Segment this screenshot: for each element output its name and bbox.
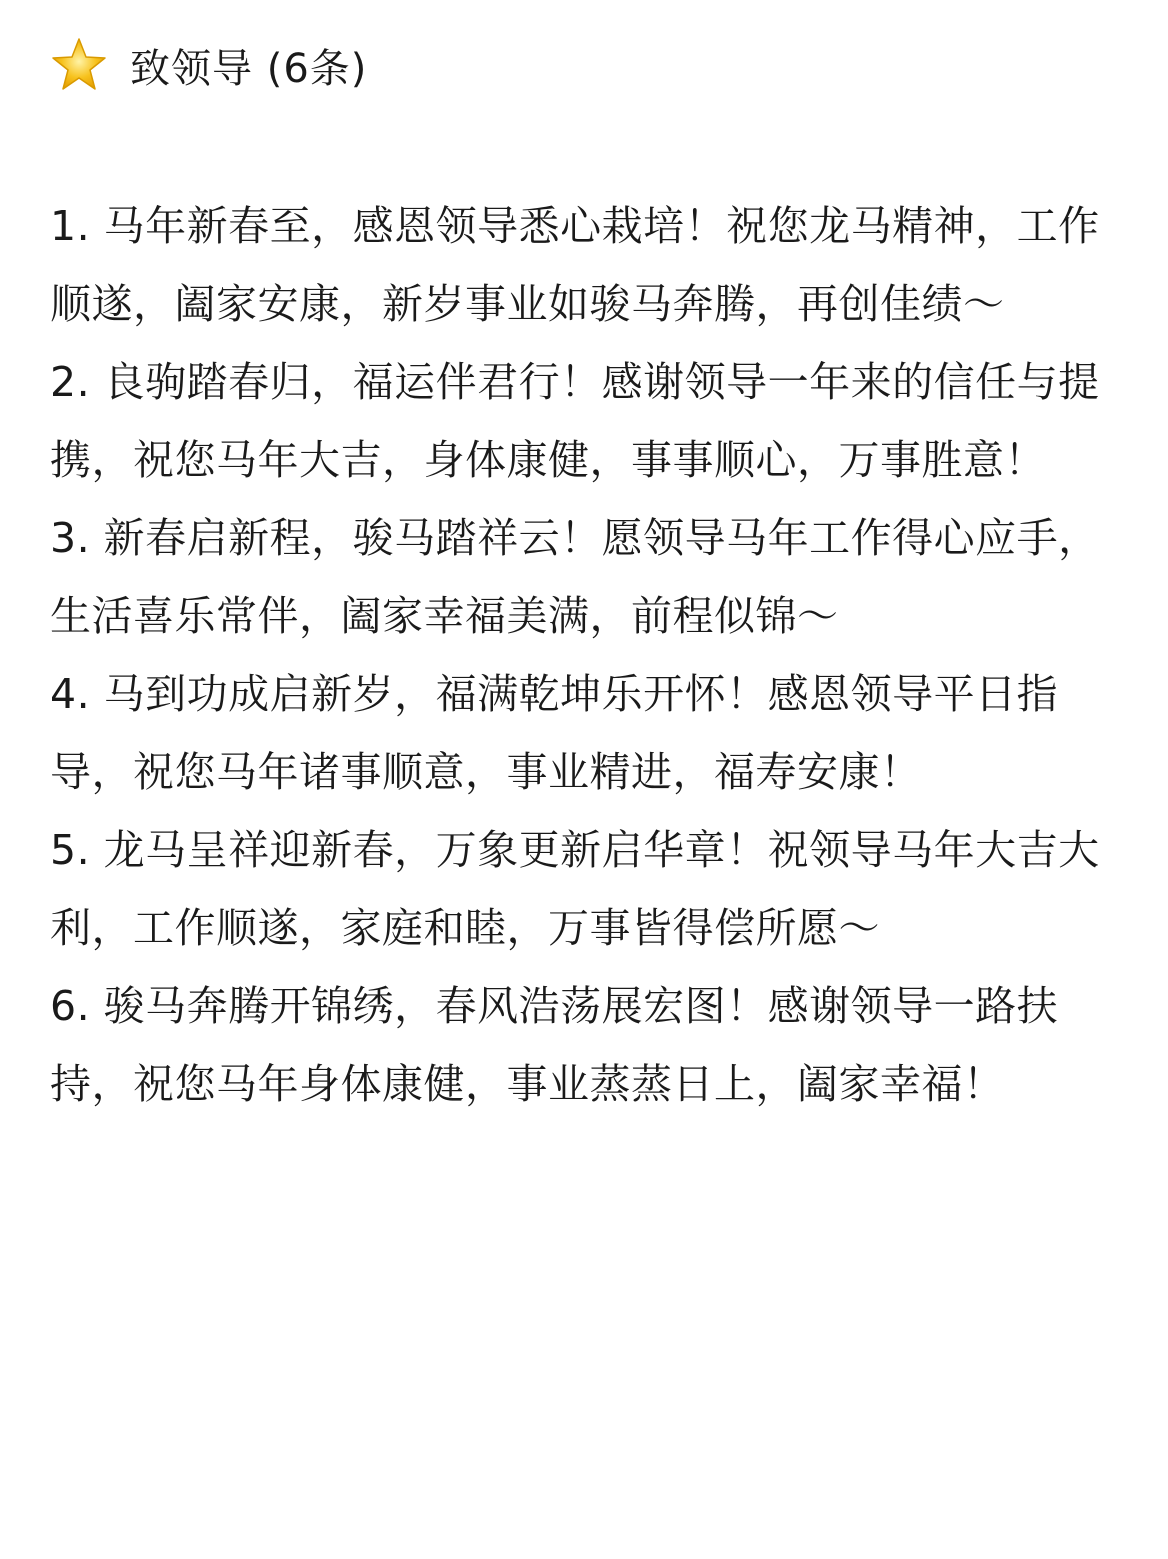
page-title: 致领导 (6条): [130, 45, 368, 92]
list-item: 5. 龙马呈祥迎新春，万象更新启华章！祝领导马年大吉大利，工作顺遂，家庭和睦，万事皆得偿所愿～: [50, 826, 1100, 952]
star-icon: [50, 36, 108, 94]
list-item: 2. 良驹踏春归，福运伴君行！感谢领导一年来的信任与提携，祝您马年大吉，身体康健，事事顺心，万事胜意！: [50, 358, 1100, 484]
list-item: 3. 新春启新程，骏马踏祥云！愿领导马年工作得心应手，生活喜乐常伴，阖家幸福美满，前程似锦～: [50, 514, 1100, 640]
list-item: 6. 骏马奔腾开锦绣，春风浩荡展宏图！感谢领导一路扶持，祝您马年身体康健，事业蒸蒸日上，阖家幸福！: [50, 982, 1059, 1108]
message-list: [50, 187, 1110, 1123]
header: [50, 30, 367, 100]
list-item: 4. 马到功成启新岁，福满乾坤乐开怀！感恩领导平日指导，祝您马年诸事顺意，事业精进，福寿安康！: [50, 670, 1059, 796]
list-item: 1. 马年新春至，感恩领导悉心栽培！祝您龙马精神，工作顺遂，阖家安康，新岁事业如骏马奔腾，再创佳绩～: [50, 202, 1100, 328]
